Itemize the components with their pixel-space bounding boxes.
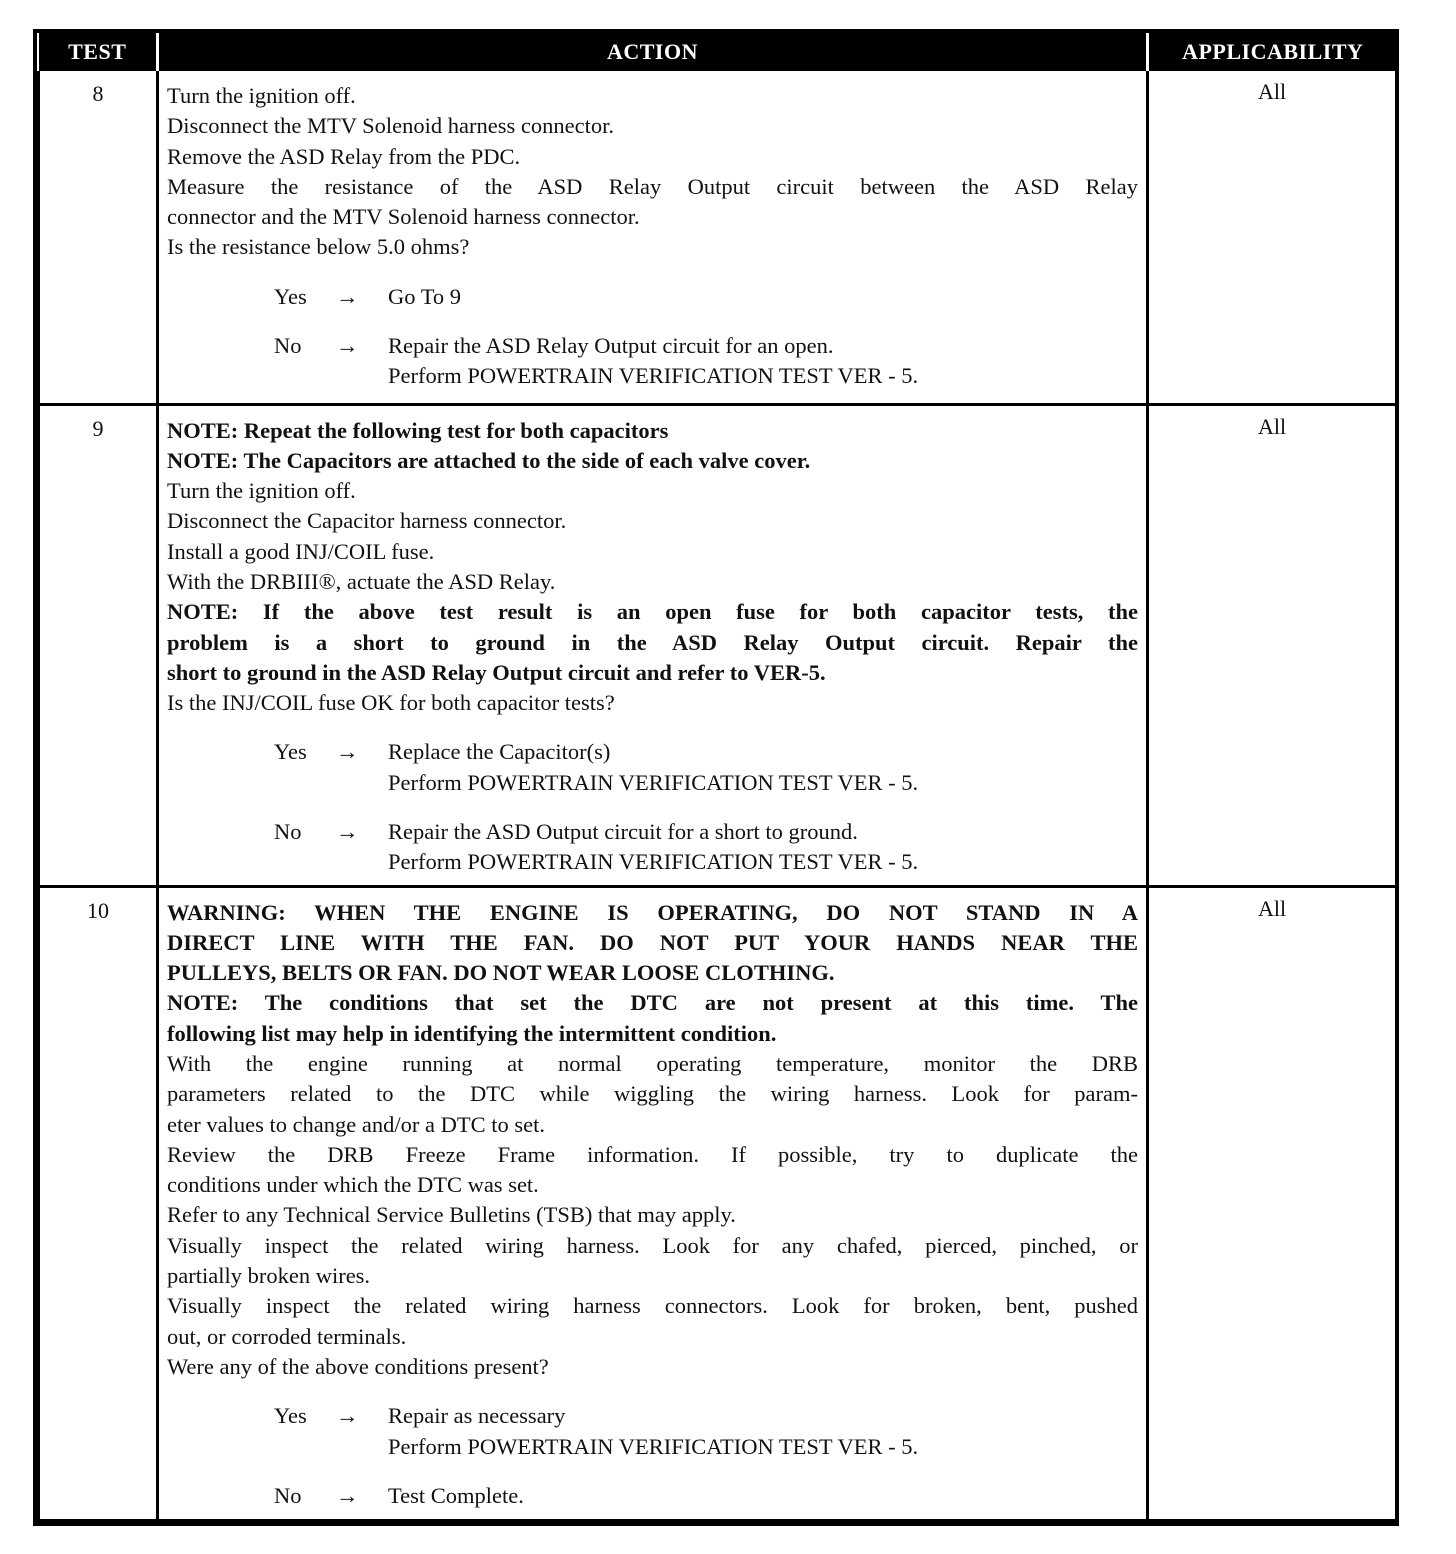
no-result-line: Perform POWERTRAIN VERIFICATION TEST VER - 5. — [388, 363, 919, 389]
action-line: Refer to any Technical Service Bulletins (TSB) that may apply. — [167, 1202, 736, 1228]
no-result-line: Perform POWERTRAIN VERIFICATION TEST VER - 5. — [388, 849, 919, 875]
yes-branch — [167, 737, 1138, 798]
action-cell — [158, 71, 1148, 404]
warning-line: PULLEYS, BELTS OR FAN. DO NOT WEAR LOOSE CLOTHING. — [167, 960, 835, 986]
action-line: connector and the MTV Solenoid harness connector. — [167, 204, 640, 230]
yes-label: Yes — [274, 739, 307, 765]
yes-label: Yes — [274, 283, 307, 309]
no-branch — [167, 331, 1138, 392]
action-line: Turn the ignition off. — [167, 83, 356, 108]
action-line: Visually inspect the related wiring harness. Look for any chafed, pierced, pinched, or — [167, 1232, 1138, 1258]
action-line: out, or corroded terminals. — [167, 1323, 407, 1349]
yes-result — [388, 282, 1138, 312]
yes-result-line: Perform POWERTRAIN VERIFICATION TEST VER - 5. — [388, 769, 919, 795]
no-label: No — [274, 1482, 302, 1508]
action-line: Turn the ignition off. — [167, 478, 356, 504]
action-line: partially broken wires. — [167, 1263, 371, 1289]
action-line: Were any of the above conditions present? — [167, 1353, 549, 1379]
applicability-value: All — [1148, 71, 1397, 404]
diagnostic-test-table — [33, 29, 1399, 1526]
action-line: conditions under which the DTC was set. — [167, 1172, 539, 1198]
no-result-line: Repair the ASD Relay Output circuit for an open. — [388, 333, 834, 359]
table-row-test-8 — [39, 71, 1397, 404]
action-line: Remove the ASD Relay from the PDC. — [167, 143, 521, 169]
warning-line: WARNING: WHEN THE ENGINE IS OPERATING, DO NOT STAND IN A — [167, 899, 1138, 925]
yes-result-line: Go To 9 — [388, 283, 462, 309]
action-line: Disconnect the Capacitor harness connector. — [167, 508, 567, 534]
note-line: following list may help in identifying the intermittent condition. — [167, 1020, 777, 1046]
no-branch — [167, 817, 1138, 878]
applicability-value: All — [1148, 886, 1397, 1520]
yes-result-line: Replace the Capacitor(s) — [388, 739, 611, 765]
action-line: Disconnect the MTV Solenoid harness connector. — [167, 113, 614, 139]
action-line: Is the resistance below 5.0 ohms? — [167, 234, 470, 260]
applicability-value: All — [1148, 404, 1397, 886]
yes-result — [388, 737, 1138, 798]
arrow-icon: → — [336, 1482, 359, 1508]
action-line: Review the DRB Freeze Frame information. If possible, try to duplicate the — [167, 1141, 1138, 1167]
action-line: Measure the resistance of the ASD Relay Output circuit between the ASD Relay — [167, 173, 1138, 199]
table-row-test-9 — [39, 404, 1397, 886]
note-line: problem is a short to ground in the ASD Relay Output circuit. Repair the — [167, 629, 1138, 655]
action-line: parameters related to the DTC while wiggling the wiring harness. Look for param- — [167, 1081, 1138, 1107]
yes-branch — [167, 1401, 1138, 1462]
arrow-icon: → — [336, 283, 359, 309]
action-line: With the DRBIII®, actuate the ASD Relay. — [167, 568, 556, 594]
yes-branch — [167, 282, 1138, 312]
table-header — [39, 33, 1397, 71]
no-label: No — [274, 333, 302, 359]
action-line: Install a good INJ/COIL fuse. — [167, 538, 435, 564]
test-number: 8 — [39, 71, 158, 404]
header-test: TEST — [39, 33, 158, 71]
warning-line: DIRECT LINE WITH THE FAN. DO NOT PUT YOUR HANDS NEAR THE — [167, 929, 1138, 955]
test-number: 9 — [39, 404, 158, 886]
note-line: NOTE: Repeat the following test for both capacitors — [167, 417, 669, 443]
no-result — [388, 817, 1138, 878]
yes-result — [388, 1401, 1138, 1462]
no-result — [388, 1481, 1138, 1511]
yes-result-line: Repair as necessary — [388, 1403, 566, 1429]
note-line: NOTE: The Capacitors are attached to the side of each valve cover. — [167, 447, 811, 473]
no-branch — [167, 1481, 1138, 1511]
action-line: Visually inspect the related wiring harness connectors. Look for broken, bent, pushed — [167, 1293, 1138, 1319]
arrow-icon: → — [336, 333, 359, 359]
no-label: No — [274, 819, 302, 845]
test-number: 10 — [39, 886, 158, 1520]
arrow-icon: → — [336, 1403, 359, 1429]
action-cell — [158, 886, 1148, 1520]
yes-result-line: Perform POWERTRAIN VERIFICATION TEST VER - 5. — [388, 1433, 919, 1459]
note-line: NOTE: The conditions that set the DTC are not present at this time. The — [167, 990, 1138, 1016]
header-action: ACTION — [158, 33, 1148, 71]
action-line: eter values to change and/or a DTC to set. — [167, 1111, 545, 1137]
arrow-icon: → — [336, 819, 359, 845]
action-line: Is the INJ/COIL fuse OK for both capacitor tests? — [167, 690, 615, 716]
note-line: short to ground in the ASD Relay Output circuit and refer to VER-5. — [167, 659, 826, 685]
yes-label: Yes — [274, 1403, 307, 1429]
note-line: NOTE: If the above test result is an open fuse for both capacitor tests, the — [167, 599, 1138, 625]
no-result-line: Test Complete. — [388, 1482, 524, 1508]
action-line: With the engine running at normal operating temperature, monitor the DRB — [167, 1050, 1138, 1076]
test-table — [37, 33, 1398, 1522]
no-result — [388, 331, 1138, 392]
action-cell — [158, 404, 1148, 886]
header-applicability: APPLICABILITY — [1148, 33, 1397, 71]
no-result-line: Repair the ASD Output circuit for a short to ground. — [388, 819, 858, 845]
arrow-icon: → — [336, 739, 359, 765]
table-row-test-10 — [39, 886, 1397, 1520]
